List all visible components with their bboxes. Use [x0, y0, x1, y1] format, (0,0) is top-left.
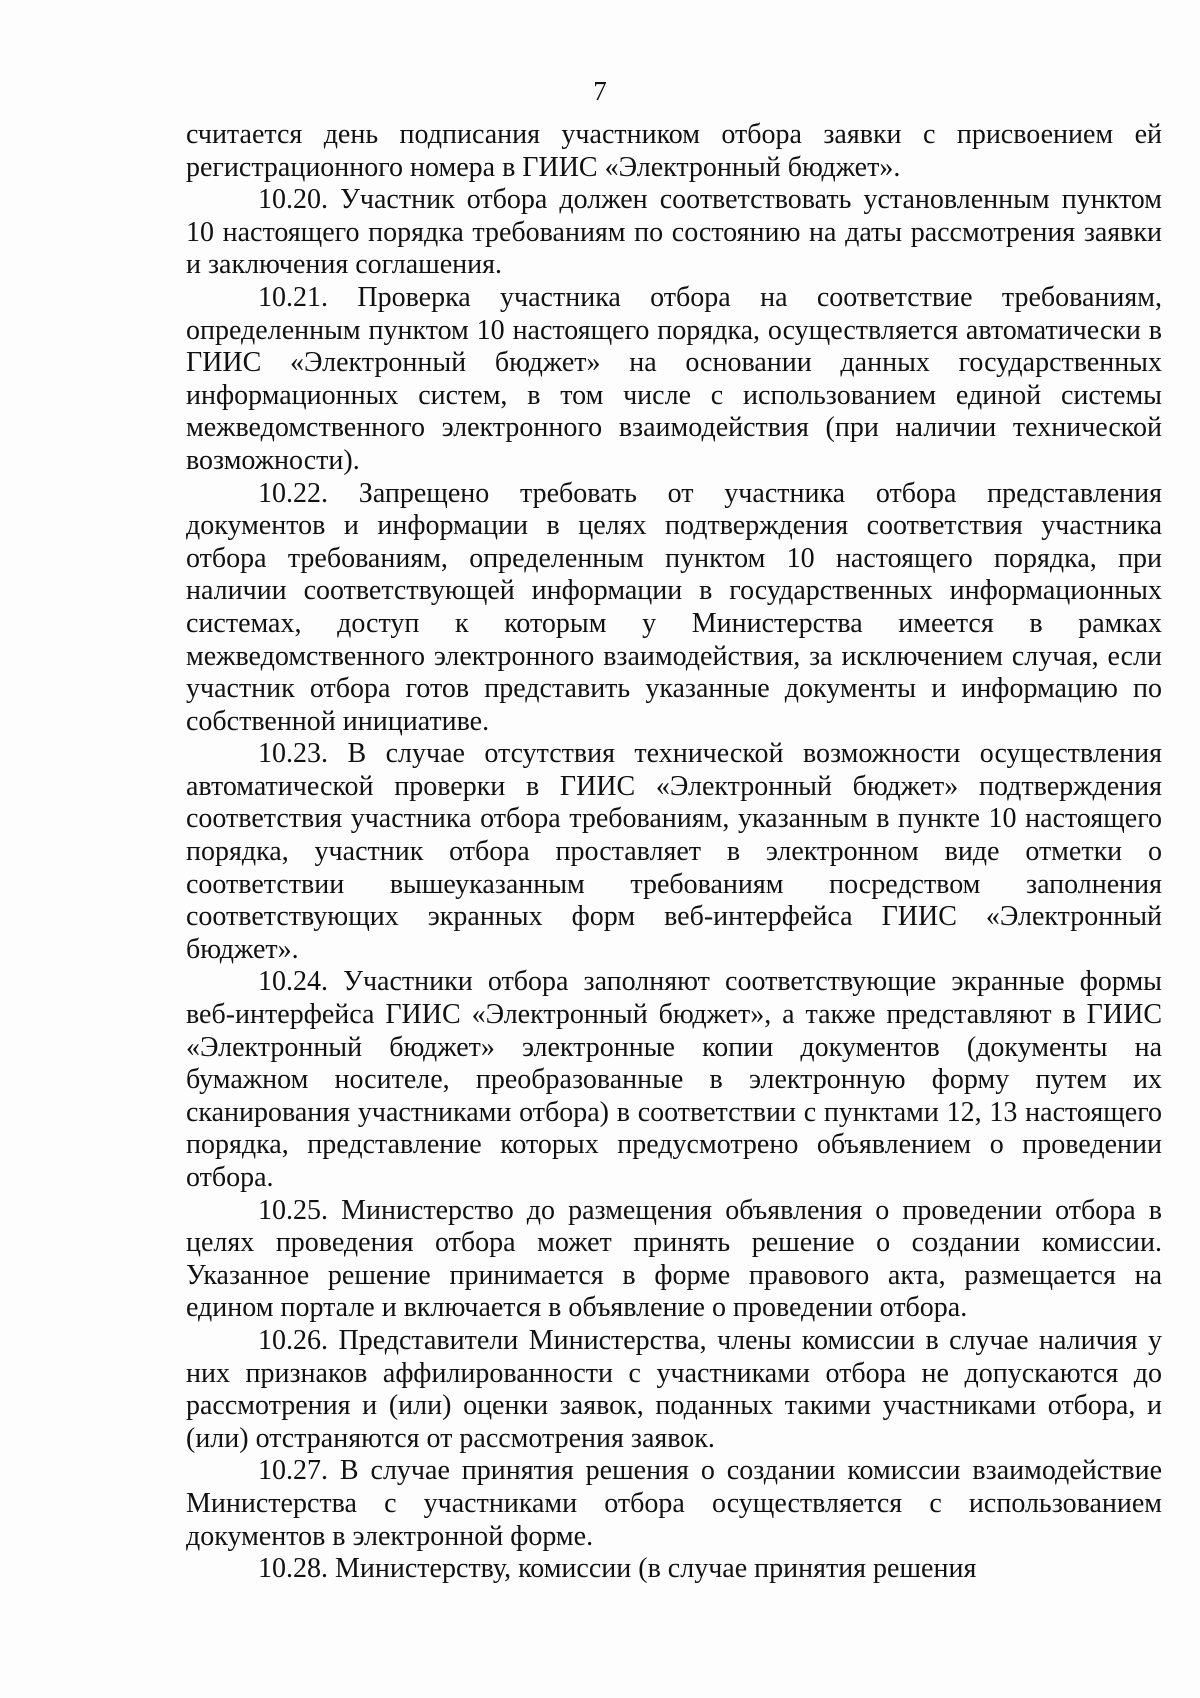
paragraph-10-21: 10.21. Проверка участника отбора на соответствие требованиям, определенным пунктом 10 настоящего порядка, осуществляется автоматически в ГИИС «Электронный бюджет» на основании данных государственных информационных систем, в том числе с использованием единой системы межведомственного электронного взаимодействия (при наличии технической возможности).	[186, 281, 1162, 476]
paragraph-10-20: 10.20. Участник отбора должен соответствовать установленным пунктом 10 настоящего порядка требованиям по состоянию на даты рассмотрения заявки и заключения соглашения.	[186, 184, 1162, 281]
paragraph-10-22: 10.22. Запрещено требовать от участника отбора представления документов и информации в целях подтверждения соответствия участника отбора требованиям, определенным пунктом 10 настоящего порядка, при наличии соответствующей информации в государственных информационных системах, доступ к которым у Министерства имеется в рамках межведомственного электронного взаимодействия, за исключением случая, если участник отбора готов представить указанные документы и информацию по собственной инициативе.	[186, 477, 1162, 737]
paragraph-continuation: считается день подписания участником отбора заявки с присвоением ей регистрационного номера в ГИИС «Электронный бюджет».	[186, 119, 1162, 183]
paragraph-10-23: 10.23. В случае отсутствия технической возможности осуществления автоматической проверки в ГИИС «Электронный бюджет» подтверждения соответствия участника отбора требованиям, указанным в пункте 10 настоящего порядка, участник отбора проставляет в электронном виде отметки о соответствии вышеуказанным требованиям посредством заполнения соответствующих экранных форм веб-интерфейса ГИИС «Электронный бюджет».	[186, 738, 1162, 965]
paragraph-10-25: 10.25. Министерство до размещения объявления о проведении отбора в целях проведения отбора может принять решение о создании комиссии. Указанное решение принимается в форме правового акта, размещается на едином портале и включается в объявление о проведении отбора.	[186, 1194, 1162, 1324]
paragraph-10-24: 10.24. Участники отбора заполняют соответствующие экранные формы веб-интерфейса ГИИС «Электронный бюджет», а также представляют в ГИИС «Электронный бюджет» электронные копии документов (документы на бумажном носителе, преобразованные в электронную форму путем их сканирования участниками отбора) в соответствии с пунктами 12, 13 настоящего порядка, представление которых предусмотрено объявлением о проведении отбора.	[186, 966, 1162, 1193]
page-number: 7	[593, 76, 607, 106]
document-body	[186, 119, 1162, 1586]
paragraph-10-27: 10.27. В случае принятия решения о создании комиссии взаимодействие Министерства с участниками отбора осуществляется с использованием документов в электронной форме.	[186, 1455, 1162, 1552]
paragraph-10-28: 10.28. Министерству, комиссии (в случае принятия решения	[258, 1553, 977, 1585]
paragraph-10-26: 10.26. Представители Министерства, члены комиссии в случае наличия у них признаков аффилированности с участниками отбора не допускаются до рассмотрения и (или) оценки заявок, поданных такими участниками отбора, и (или) отстраняются от рассмотрения заявок.	[186, 1324, 1162, 1454]
